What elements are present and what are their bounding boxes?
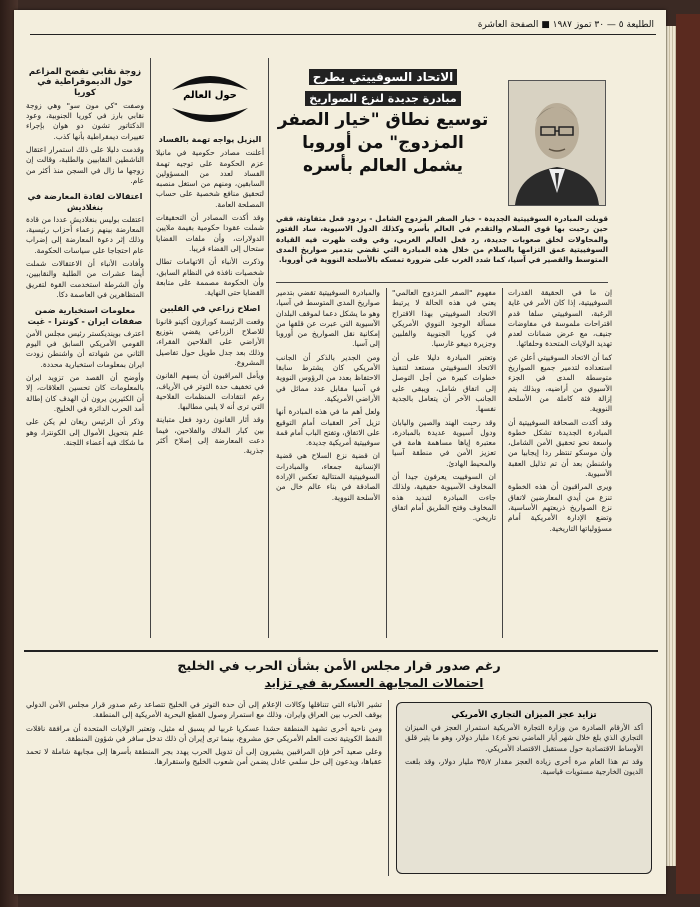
main-headline-1: توسيع نطاق "خيار الصفر xyxy=(277,110,489,130)
trade-deficit-text-1: أكد الأرقام الصادرة من وزارة التجارة الأمريكية استمرار العجز في الميزان التجاري الذي بلغ خلال شهر أيار الماضي نحو ١٤٫٤ مليار دولار، وهو ما يثير قلق الأوساط الاقتصادية حول مستقبل الاقتصاد الأمريكي. xyxy=(405,723,643,753)
trade-deficit-text-wrap xyxy=(397,723,651,780)
main-col-2-p1: مفهوم "الصفر المزدوج العالمي" يعني في هذه الحالة لا يرتبط الاتحاد السوفييتي بهذا الاقتراح مسألة الوجود النووي الأمريكي في كوريا الجنوبية والفلبين وجزيرة دييغو غارسيا. xyxy=(392,288,496,349)
gulf-text-2: ومن ناحية أخرى تشهد المنطقة حشدا عسكريا غربيا لم يسبق له مثيل، وتعتبر الولايات المتحدة أن مرافقة ناقلات النفط الكويتية تحت العلم الأمريكي حق مشروع، بينما ترى إيران أن ذلك تدخل سافر في شؤون المنطقة. xyxy=(26,723,382,743)
portrait-image xyxy=(509,81,605,205)
binding xyxy=(676,14,700,894)
main-col-3-p3: ولعل أهم ما في هذه المبادرة أنها تزيل آخر العقبات أمام التوقيع على الاتفاق، وتفتح الباب أمام قمة سوفييتية أمريكية جديدة. xyxy=(276,407,380,448)
around-world-logo xyxy=(162,68,258,128)
main-lead: قوبلت المبادرة السوفييتية الجديدة - خيار الصفر المزدوج الشامل - بردود فعل متفاوتة، ففي حين رحبت بها قوى السلام والتقدم في العالم بأسره وكذلك الدول الاسيوية، ساد الفتور والمحاولات لخلق صعوبات جديدة، رد فعل العالم الغربي، وفي وقت ظهرت فيه القيادة السوفييتية عمق التزامها بالسلام من خلال هذه المبادرة التي تقضي بتدمير صواريخ المدى المتوسط والقصير في آسيا، كما شدد الغرب على ضرورة تمسكه بالأسلحة النووية في أوروبا. xyxy=(276,214,608,265)
world-title: اليزيل يواجه تهمة بالفساد xyxy=(158,135,262,144)
trade-deficit-box xyxy=(396,702,652,874)
main-kicker-2: مبادرة جديدة لنزع الصواريخ xyxy=(305,91,460,106)
world-column xyxy=(156,130,264,638)
column-rule-1 xyxy=(150,58,151,638)
main-headline-3: يشمل العالم بأسره xyxy=(302,156,464,176)
main-col-1-p1: إن ما في الحقيقة القدرات السوفييتية، إذا كان الأمر في غاية الرغبة، السوفييتي سلفا قدم اقتراحات ملموسة في مفاوضات جنيف، مع عرض ضمانات لعدم تهديد الولايات المتحدة وحلفائها. xyxy=(508,288,612,349)
main-col-1-p2: كما أن الاتحاد السوفييتي أعلن عن استعداده لتدمير جميع الصواريخ متوسطة المدى في الجزء الآسيوي من أراضيه، وبذلك يتم إزالة فئة كاملة من الأسلحة النووية. xyxy=(508,352,612,414)
trade-deficit-text-2: وقد تم هذا العام مرة أخرى زيادة العجز مقدار ٣٥٫٧ مليار دولار، وقد بلغت الديون الخارجية مستويات قياسية. xyxy=(405,756,643,777)
irancontra-text-3: وذكر أن الرئيس ريغان لم يكن على علم بتحويل الأموال إلى الكونترا، وهو ما شكك فيه أعضاء اللجنة. xyxy=(26,417,144,447)
column-rule-4 xyxy=(386,288,387,638)
gulf-headline: رغم صدور قرار مجلس الأمن بشأن الحرب في الخليج xyxy=(177,658,501,673)
gulf-text-3: وعلى صعيد آخر فإن المراقبين يشيرون إلى أن تدويل الحرب يهدد بجر المنطقة بأسرها إلى مجابهة شاملة لا تحمد عقباها، ويدعون إلى حل سلمي عادل يضمن أمن شعوب الخليج واستقرارها. xyxy=(26,747,382,767)
header-rule xyxy=(30,34,656,35)
main-headline-2: المزدوج" من أوروبا xyxy=(302,133,464,153)
main-col-3-p4: ان قضية نزع السلاح هي قضية الإنسانية جمعاء، والمبادرات السوفييتية المتتالية تعكس الإرادة الصادقة في بناء عالم خال من الأسلحة النووية. xyxy=(276,451,380,502)
philippines-text-2: ويأمل المراقبون أن يسهم القانون في تخفيف حدة التوتر في الأرياف، رغم انتقادات المنظمات الفلاحية التي ترى أنه لا يلبي مطالبها. xyxy=(156,371,264,412)
trade-deficit-title: تزايد عجز الميزان التجاري الأمريكي xyxy=(451,709,597,719)
column-rule-2 xyxy=(268,58,269,638)
section-rule xyxy=(24,650,658,652)
main-col-2-p2: وتعتبر المبادرة دليلا على أن الاتحاد السوفييتي مستعد لتنفيذ خطوات كبيرة من أجل التوصل إلى اتفاق شامل، ويبقى على الجانب الآخر أن يتعامل بالجدية نفسها. xyxy=(392,352,496,414)
korea-title: زوجة نقابي تفضح المزاعم حول الديموقراطية في كوريا xyxy=(28,67,142,98)
korea-text-1: وصفت "كي مون سو" وهي زوجة نقابي بارز في كوريا الجنوبية، وعود الدكتاتور تشون دو هوان بإجراء تغييرات ديمقراطية بأنها كذب. xyxy=(26,100,144,141)
korea-text-2: وقدمت دليلا على ذلك استمرار اعتقال الناشطين النقابيين والطلبة، وقالت إن زوجها ما زال في السجن منذ أكثر من عام. xyxy=(26,145,144,185)
philippines-text-1: وقعت الرئيسة كورازون أكينو قانونا للاصلاح الزراعي يقضي بتوزيع الأراضي على الفلاحين الفقراء، وذلك بعد جدل طويل حول تفاصيل المشروع. xyxy=(156,316,264,367)
gulf-text xyxy=(26,700,382,876)
newspaper-page xyxy=(14,10,666,894)
main-col-3-p1: والمبادرة السوفييتية تقضي بتدمير صواريخ المدى المتوسط في آسيا، وهو ما يشكل دعما لموقف البلدان الآسيوية التي عبرت عن قلقها من إمكانية نقل الصواريخ من أوروبا إلى آسيا. xyxy=(276,288,380,349)
column-rule-3 xyxy=(502,288,503,638)
bangladesh-text-2: وأفادت الأنباء أن الاعتقالات شملت أيضا عشرات من الطلبة والنقابيين، وأن الشرطة استخدمت القوة لتفريق المتظاهرين في العاصمة دكا. xyxy=(26,259,144,299)
gulf-text-1: تشير الأنباء التي تتناقلها وكالات الإعلام إلى أن حدة التوتر في الخليج تتصاعد رغم صدور قرار مجلس الأمن الدولي بوقف الحرب بين العراق وايران، وذلك مع استمرار وصول القطع البحرية الأمريكية إلى المنطقة. xyxy=(26,700,382,720)
column-rule-5 xyxy=(388,700,389,876)
main-col-1-p3: وقد أكدت الصحافة السوفييتية أن المبادرة الجديدة تشكل خطوة واسعة نحو تحقيق الأمن الشامل، وأن موسكو تنتظر ردا إيجابيا من واشنطن بعد أن تم تذليل العقبة الأسيوية. xyxy=(508,417,612,479)
leader-photo xyxy=(508,80,606,206)
irancontra-text-2: وأوضح أن القصد من تزويد ايران بالمعلومات كان تحسين العلاقات، إلا أن الكثيرين يرون أن الهدف كان إطالة أمد الحرب الدائرة في الخليج. xyxy=(26,373,144,413)
main-col-2-p4: ان السوفييت يعرفون جيدا أن المخاوف الآسيوية حقيقية، ولذلك جاءت المبادرة لتبديد هذه المخاوف وفتح الطريق أمام اتفاق تاريخي. xyxy=(392,472,496,523)
left-column xyxy=(26,62,144,632)
philippines-title: اصلاح زراعي في الفلبين xyxy=(159,303,261,314)
page-header: الطليعة ٥ — ٣٠ تموز ١٩٨٧ ■ الصفحة العاشرة xyxy=(477,20,654,30)
irancontra-title: معلومات استخبارية ضمن صفقات ايران - كونترا - غيت xyxy=(27,305,143,326)
main-kicker-1: الاتحاد السوفييتي يطرح xyxy=(309,69,458,85)
lead-rule xyxy=(276,282,608,283)
main-col-1-p4: ويرى المراقبون أن هذه الخطوة تنزع من أيدي المعارضين لاتفاق نزع الصواريخ ذريعتهم الأساسية، وتضع الإدارة الأمريكية أمام مسؤولياتها التاريخية. xyxy=(508,482,612,533)
bangladesh-title: اعتقالات لقادة المعارضة في بنغلاديش xyxy=(27,191,143,212)
main-col-3-p2: ومن الجدير بالذكر أن الجانب الأمريكي كان يشترط سابقا الاحتفاظ بعدد من الرؤوس النووية في آسيا مقابل عدد مماثل في الأراضي الأمريكية. xyxy=(276,352,380,403)
main-col-2 xyxy=(392,288,496,638)
philippines-text-3: وقد أثار القانون ردود فعل متباينة بين كبار الملاك والفلاحين، فيما دعت المعارضة إلى إصلاح أكثر جذرية. xyxy=(156,415,264,456)
around-world-label: حول العالم xyxy=(183,90,237,101)
main-col-3 xyxy=(276,288,380,638)
world-text-3: وذكرت الأنباء أن الاتهامات تطال شخصيات نافذة في النظام السابق، وأن الحكومة مصممة على متابعة القضايا حتى النهاية. xyxy=(156,257,264,298)
main-col-2-p3: وقد رحبت الهند والصين واليابان ودول آسيوية عديدة بالمبادرة، معتبرة إياها مساهمة هامة في تعزيز الأمن في منطقة آسيا والمحيط الهادئ. xyxy=(392,417,496,468)
gulf-subhead: احتمالات المجابهة العسكرية في تزايد xyxy=(264,676,484,690)
main-col-1 xyxy=(508,288,612,638)
main-headline-block xyxy=(276,66,490,176)
irancontra-text-1: اعترف بوينديكستر رئيس مجلس الأمن القومي الأمريكي السابق في اليوم الثاني من شهادته أن واشنطن زودت ايران بمعلومات استخبارية محددة. xyxy=(26,328,144,369)
bangladesh-text-1: اعتقلت بوليس بنغلاديش عددا من قادة المعارضة بينهم زعماء أحزاب رئيسية، وذلك إثر دعوة المعارضة إلى إضراب عام احتجاجا على سياسات الحكومة. xyxy=(26,214,144,255)
world-text-2: وقد أكدت المصادر أن التحقيقات شملت عقودا حكومية بقيمة ملايين الدولارات، وأن ملفات القضايا ستحال إلى القضاء قريبا. xyxy=(156,213,264,253)
world-text-1: أعلنت مصادر حكومية في مانيلا عزم الحكومة على توجيه تهمة الفساد لعدد من المسؤولين السابقين، ومنهم من استغل منصبه لتحقيق منافع شخصية على حساب المصلحة العامة. xyxy=(156,148,264,209)
